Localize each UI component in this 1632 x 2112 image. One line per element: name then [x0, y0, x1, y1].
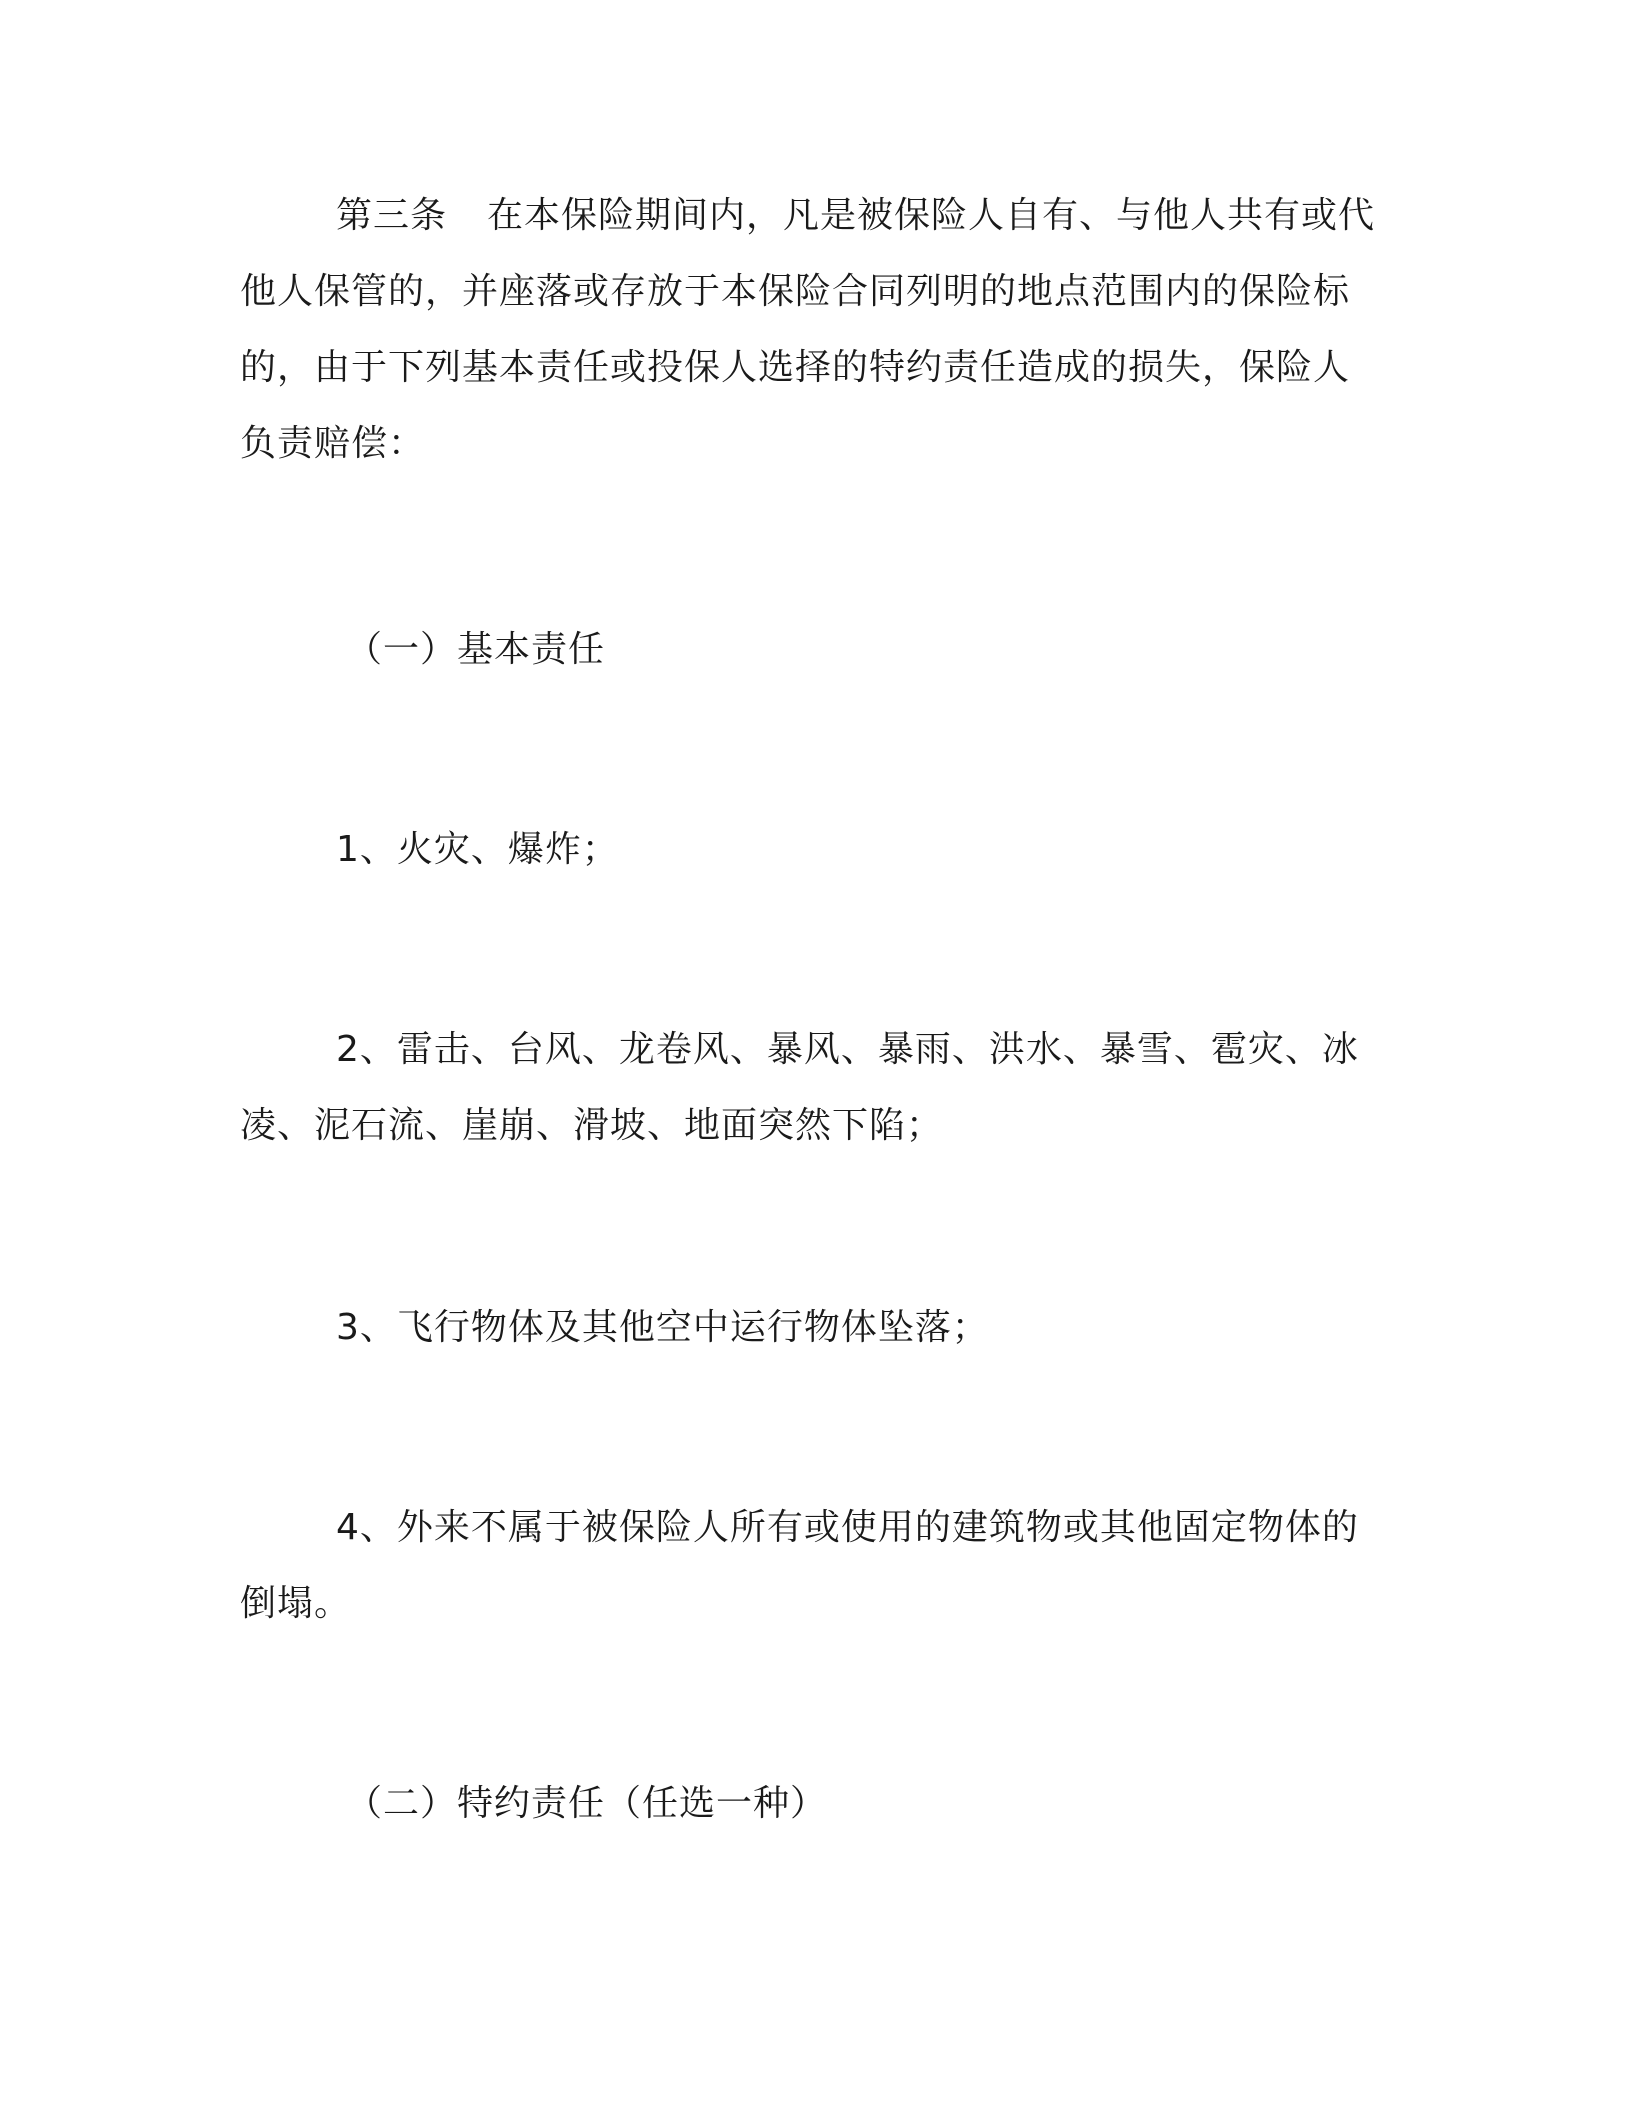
- list-item: [240, 1290, 1380, 1366]
- paragraph-line: 他人保管的，并座落或存放于本保险合同列明的地点范围内的保险标: [240, 271, 1351, 312]
- list-item: [240, 1012, 1380, 1164]
- article-number: 第三条: [336, 195, 448, 236]
- list-item-line: 3、飞行物体及其他空中运行物体坠落；: [336, 1307, 989, 1348]
- list-item-line: 1、火灾、爆炸；: [336, 829, 619, 870]
- paragraph-line: 负责赔偿：: [240, 423, 426, 464]
- list-item-line: 凌、泥石流、崖崩、滑坡、地面突然下陷；: [240, 1105, 944, 1146]
- section-heading-special-liability: （二）特约责任（任选一种）: [346, 1783, 828, 1824]
- article-3-paragraph: [240, 178, 1380, 482]
- paragraph-line: 的，由于下列基本责任或投保人选择的特约责任造成的损失，保险人: [240, 347, 1351, 388]
- list-item-line: 2、雷击、台风、龙卷风、暴风、暴雨、洪水、暴雪、雹灾、冰: [336, 1029, 1359, 1070]
- paragraph-line: 第三条 在本保险期间内，凡是被保险人自有、与他人共有或代: [336, 195, 1376, 236]
- list-item: [240, 1490, 1380, 1642]
- list-item-line: 倒塌。: [240, 1583, 352, 1624]
- list-item: [240, 812, 1380, 888]
- list-item-line: 4、外来不属于被保险人所有或使用的建筑物或其他固定物体的: [336, 1507, 1359, 1548]
- section-heading-basic-liability: （一）基本责任: [346, 629, 606, 670]
